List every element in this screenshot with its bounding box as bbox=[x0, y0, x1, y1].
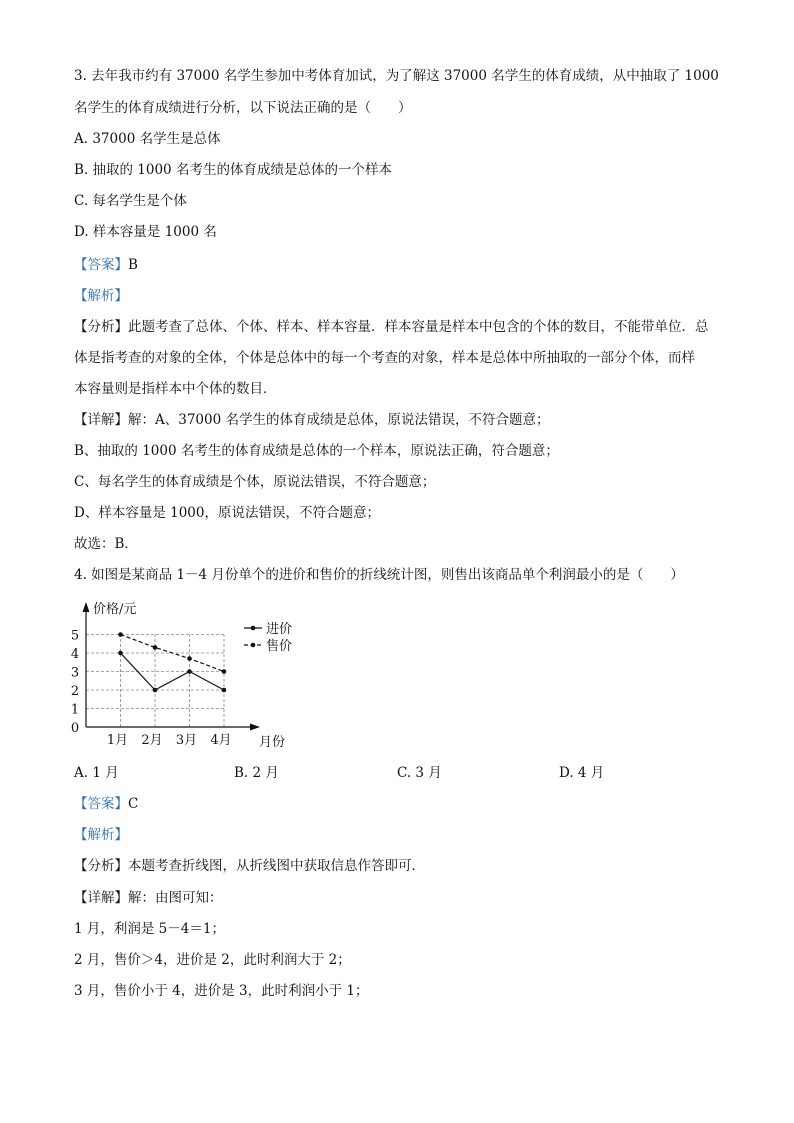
series-point-1 bbox=[118, 651, 123, 656]
y-axis-arrow bbox=[83, 602, 90, 612]
legend-label-1: 进价 bbox=[266, 622, 292, 637]
y-tick-label: 3 bbox=[70, 665, 80, 681]
fenxi-text: 本题考查折线图，从折线图中获取信息作答即可． bbox=[128, 858, 425, 874]
answer-value: C bbox=[128, 796, 139, 812]
y-tick-label: 4 bbox=[70, 647, 80, 662]
chart-series bbox=[118, 632, 226, 692]
series-point-2 bbox=[153, 645, 158, 650]
answer-value: B bbox=[128, 257, 138, 273]
q3-option-c: C. 每名学生是个体 bbox=[74, 193, 187, 209]
fenxi-text: 此题考查了总体、个体、样本、样本容量．样本容量是样本中包含的个体的数目，不能带单位．总 bbox=[128, 319, 709, 335]
q4-detail-line1: 1 月，利润是 5－4＝1； bbox=[74, 921, 225, 937]
series-point-1 bbox=[187, 669, 192, 674]
q4-detail-line2: 2 月，售价＞4，进价是 2，此时利润大于 2； bbox=[74, 952, 351, 968]
q4-detail-line0 bbox=[74, 889, 223, 907]
fenxi-tag: 【分析】 bbox=[74, 319, 128, 335]
q3-fenxi-line1 bbox=[74, 318, 709, 336]
y-axis-label: 价格/元 bbox=[93, 602, 137, 617]
detail-text: 解：A、37000 名学生的体育成绩是总体，原说法错误，不符合题意； bbox=[128, 412, 550, 428]
q3-option-b: B. 抽取的 1000 名考生的体育成绩是总体的一个样本 bbox=[74, 162, 392, 178]
q4-answer bbox=[74, 795, 138, 813]
answer-tag: 【答案】 bbox=[74, 257, 128, 273]
q3-detail-line2: B、抽取的 1000 名考生的体育成绩是总体的一个样本，原说法正确，符合题意； bbox=[74, 443, 559, 459]
q3-detail-line3: C、每名学生的体育成绩是个体，原说法错误，不符合题意； bbox=[74, 474, 436, 490]
series-point-2 bbox=[222, 669, 227, 674]
q3-option-a: A. 37000 名学生是总体 bbox=[74, 131, 221, 147]
y-tick-label: 0 bbox=[70, 721, 80, 736]
q3-analysis-tag: 【解析】 bbox=[74, 288, 128, 304]
xiangjie-tag: 【详解】 bbox=[74, 412, 128, 428]
q4-option-d: D. 4 月 bbox=[559, 765, 605, 781]
q4-fenxi bbox=[74, 857, 425, 875]
y-tick-label: 1 bbox=[70, 702, 80, 718]
chart-axes bbox=[83, 602, 261, 731]
q3-detail-line4: D、样本容量是 1000，原说法错误，不符合题意； bbox=[74, 505, 380, 521]
x-tick-label: 3月 bbox=[175, 733, 198, 748]
detail-text: 解：由图可知： bbox=[128, 890, 223, 906]
q3-answer bbox=[74, 256, 138, 274]
q3-fenxi-line2: 体是指考查的对象的全体，个体是总体中的每一个考查的对象，样本是总体中所抽取的一部分个体，而样 bbox=[74, 350, 695, 366]
chart-legend bbox=[244, 621, 292, 654]
q3-detail-line1 bbox=[74, 411, 550, 429]
series-point-1 bbox=[222, 688, 227, 693]
legend-marker-1 bbox=[251, 626, 256, 631]
legend-marker-2 bbox=[251, 643, 256, 648]
q4-option-a: A. 1 月 bbox=[74, 765, 119, 781]
x-tick-label: 2月 bbox=[141, 733, 163, 748]
q4-stem: 4. 如图是某商品 1－4 月份单个的进价和售价的折线统计图，则售出该商品单个利润最小的是（ ） bbox=[74, 567, 684, 583]
q3-stem-line2: 名学生的体育成绩进行分析，以下说法正确的是（ ） bbox=[74, 100, 412, 116]
price-line-chart bbox=[62, 596, 292, 756]
q3-conclusion: 故选：B． bbox=[74, 536, 138, 552]
xiangjie-tag: 【详解】 bbox=[74, 890, 128, 906]
q3-fenxi-line3: 本容量则是指样本中个体的数目． bbox=[74, 381, 277, 397]
series-point-2 bbox=[118, 632, 123, 637]
series-point-1 bbox=[153, 688, 158, 693]
x-tick-label: 4月 bbox=[210, 733, 232, 748]
q4-detail-line3: 3 月，售价小于 4，进价是 3，此时利润小于 1； bbox=[74, 983, 369, 999]
x-axis-arrow bbox=[250, 724, 260, 731]
q3-stem-line1: 3. 去年我市约有 37000 名学生参加中考体育加试，为了解这 37000 名学生的体育成绩，从中抽取了 1000 bbox=[74, 68, 719, 84]
q3-option-d: D. 样本容量是 1000 名 bbox=[74, 224, 217, 240]
q4-option-c: C. 3 月 bbox=[397, 765, 442, 781]
answer-tag: 【答案】 bbox=[74, 796, 128, 812]
y-tick-label: 5 bbox=[70, 628, 80, 644]
y-tick-label: 2 bbox=[70, 684, 80, 699]
x-tick-label: 1月 bbox=[106, 733, 129, 748]
fenxi-tag: 【分析】 bbox=[74, 858, 128, 874]
series-point-2 bbox=[187, 656, 192, 661]
q4-option-b: B. 2 月 bbox=[234, 765, 279, 781]
legend-label-2: 售价 bbox=[266, 639, 292, 654]
x-axis-label: 月份 bbox=[259, 735, 286, 750]
q4-analysis-tag: 【解析】 bbox=[74, 827, 128, 843]
